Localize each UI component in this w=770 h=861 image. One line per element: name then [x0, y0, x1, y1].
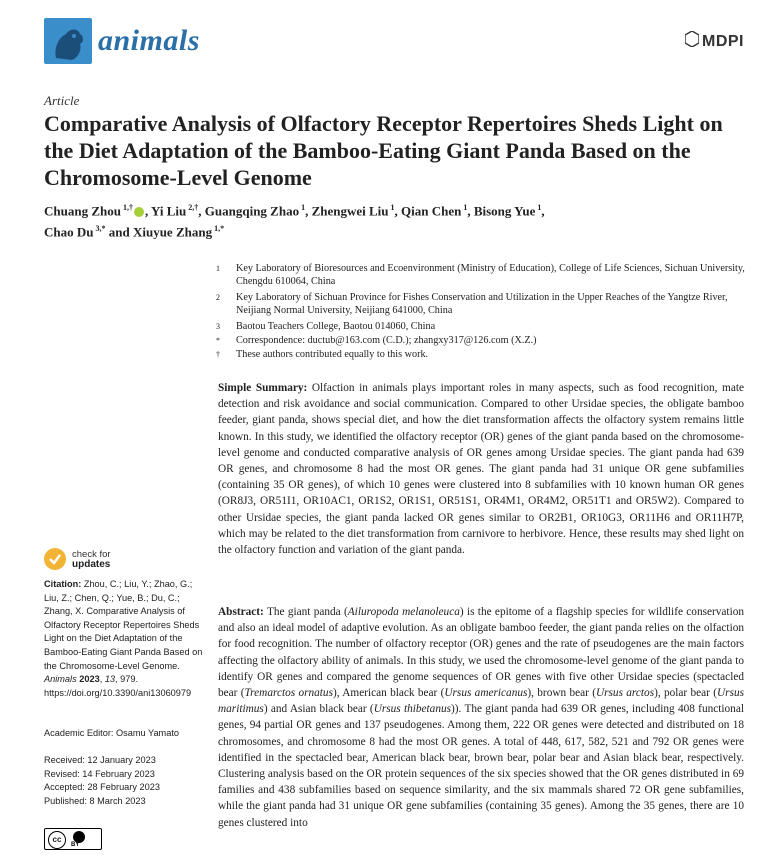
author-list: [44, 199, 704, 242]
affiliation-mark: 1: [216, 264, 220, 273]
simple-summary-label: Simple Summary:: [218, 382, 308, 394]
cc-by-license-icon[interactable]: [44, 828, 102, 850]
abstract-text: )). The giant panda had 639 OR genes, including 408 functional genes, 94 partial OR genes and 137 pseudogenes. Among them, 222 OR genes were detected and distributed on 18 chromosomes, and chromosome 8 had the most OR genes. A total of 448, 617, 582, 521 and 792 OR genes were identified in the spectacled bear, American black bear, brown bear, polar bear and Asian black bear, respectively. Clustering analysis based on the OR protein sequences of the six species showed that the OR genes distributed in 69 families and 438 subfamilies based on sequence similarity, and the six mammals shared 72 OR gene subfamilies, while the giant panda had 31 unique OR gene subfamilies (containing 35 genes). Among the 35 genes, there are 10 genes clustered into: [218, 703, 744, 829]
affiliation-mark: 2: [216, 293, 220, 302]
affiliations: [0, 262, 770, 362]
citation-doi-link[interactable]: , 979. https://doi.org/10.3390/ani13060979: [44, 674, 192, 698]
article-type: Article: [44, 93, 80, 108]
affiliation-mark: 3: [216, 322, 220, 331]
updates-label: updates: [72, 559, 111, 570]
author-link[interactable]: Chuang Zhou: [44, 203, 121, 219]
by-label: BY: [71, 842, 80, 848]
simple-summary-text: Olfaction in animals plays important roles in many aspects, such as food recognition, mate detection and risk avoidance and social communication. Compared to other Ursidae species, the obligate bamboo feeder, giant panda, shows special diet, and how the diet transformation affects the olfactory system remains little known. In this study, we identified the olfactory receptor (OR) genes of the giant panda based on the chromosome-level genome and conducted comparative analysis of OR genes among Ursidae species. The giant panda had 639 OR genes, and chromosome 8 had the most OR genes. The giant panda had 31 unique OR gene subfamilies (containing 35 OR genes), of which 10 genes were clustered into 8 subfamilies with 10 known human OR genes (OR8J3, OR51I1, OR10AC1, OR1S2, OR1S1, OR51S1, OR4M1, OR4M2, OR51T1 and OR5W2). Compared to other Ursidae species, the giant panda lacked OR genes similar to OR2B1, OR10G3, OR11H6 and OR11H7P, which may be related to the diet transformation from carnivore to herbivore. Hence, these results may shed light on the olfactory function and variation of the giant panda.: [218, 382, 744, 557]
academic-editor: Academic Editor: Osamu Yamato: [44, 728, 179, 738]
check-for-updates-icon: [44, 548, 66, 570]
journal-logo: [44, 18, 92, 64]
citation-volume: 13: [104, 674, 116, 685]
citation-text: Zhou, C.; Liu, Y.; Zhao, G.; Liu, Z.; Chen, Q.; Yue, B.; Du, C.; Zhang, X. Comparative Analysis of Olfactory Receptor Repertoires Sheds Light on the Diet Adaptation of the Bamboo-Eating Giant Panda Based on the Chromosome-Level Genome.: [44, 579, 203, 671]
citation-year: 2023: [79, 674, 100, 685]
received-date: Received: 12 January 2023: [44, 755, 156, 765]
abstract-text: ) is the epitome of a flagship species for wildlife conservation and also an ideal model of adaptive evolution. As an obligate bamboo feeder, the giant panda relies on the olfaction for food recognition. The number of olfactory receptor (OR) genes and the rate of pseudogenes are the main factors affecting the olfactory ability of animals. In this study, we used the chromosome-level genome of the giant panda to identify OR genes and compared the genome sequences of OR genes with five other Ursidae species (spectacled bear (: [218, 606, 745, 700]
cc-icon: cc: [48, 831, 66, 849]
abstract-text: ), polar bear (: [654, 687, 718, 700]
species-name: Ursus americanus: [444, 687, 528, 700]
authors-line-2: Chao Du $^{3,*}$ and Xiuyue Zhang $^{1,*}$: [44, 224, 225, 240]
affiliation-mark: *: [216, 336, 220, 345]
article-title: Comparative Analysis of Olfactory Receptor Repertoires Sheds Light on the Diet Adaptation of the Bamboo-Eating Giant Panda Based on the Chromosome-Level Genome: [44, 111, 723, 190]
orcid-icon[interactable]: [134, 207, 144, 217]
abstract-text: The giant panda (: [266, 606, 348, 618]
accepted-date: Accepted: 28 February 2023: [44, 782, 160, 793]
species-name: Ursus maritimus: [218, 687, 745, 716]
species-name: Ursus thibetanus: [373, 703, 452, 716]
abstract-text: ), brown bear (: [527, 687, 596, 700]
citation-block: Citation: Zhou, C.; Liu, Y.; Zhao, G.; Liu, Z.; Chen, Q.; Yue, B.; Du, C.; Zhang, X. Comparative Analysis of Olfactory Receptor Repertoires Sheds Light on the Diet Adaptation of the Bamboo-Eating Giant Panda Based on the Chromosome-Level Genome. Animals 2023, 13, 979. https://doi.org/10.3390/ani13060979: [44, 579, 203, 698]
check-for-updates-badge[interactable]: [44, 548, 154, 572]
citation-label: Citation:: [44, 579, 82, 589]
abstract-label: Abstract:: [218, 606, 264, 618]
affiliation-text: Key Laboratory of Sichuan Province for Fishes Conservation and Utilization in the Upper Reaches of the Yangtze River, Neijiang Normal University, Neijiang 641000, China: [236, 292, 728, 317]
affiliation-text: Key Laboratory of Bioresources and Ecoenvironment (Ministry of Education), College of Life Sciences, Sichuan University, Chengdu 610064, China: [236, 263, 745, 288]
dates-block: [44, 754, 204, 808]
correspondence-text[interactable]: Correspondence: ductub@163.com (C.D.); zhangxy317@126.com (X.Z.): [236, 335, 537, 346]
affiliation-text: Baotou Teachers College, Baotou 014060, China: [236, 321, 436, 332]
simple-summary: [218, 380, 744, 558]
affiliation-mark: †: [216, 350, 220, 359]
abstract: [218, 604, 744, 831]
journal-name: animals: [98, 24, 200, 57]
published-date: Published: 8 March 2023: [44, 795, 146, 806]
citation-journal: Animals: [44, 674, 77, 685]
abstract-text: ), American black bear (: [332, 687, 445, 700]
equal-contribution-note: These authors contributed equally to this work.: [236, 349, 429, 360]
publisher-name: MDPI: [702, 33, 744, 50]
species-name: Tremarctos ornatus: [244, 687, 333, 700]
abstract-text: ) and Asian black bear (: [263, 703, 374, 716]
revised-date: Revised: 14 February 2023: [44, 768, 155, 779]
species-name: Ailuropoda melanoleuca: [347, 606, 460, 618]
species-name: Ursus arctos: [595, 687, 655, 700]
check-for-label: check for: [72, 549, 111, 560]
authors-line-1: Chuang Zhou $^{1,\dagger}$ , Yi Liu $^{2,\dagger}$, Guangqing Zhao $^1$, Zhengwei Liu $^1$, Qian Chen $^1$, Bisong Yue $^1$,: [44, 203, 545, 219]
